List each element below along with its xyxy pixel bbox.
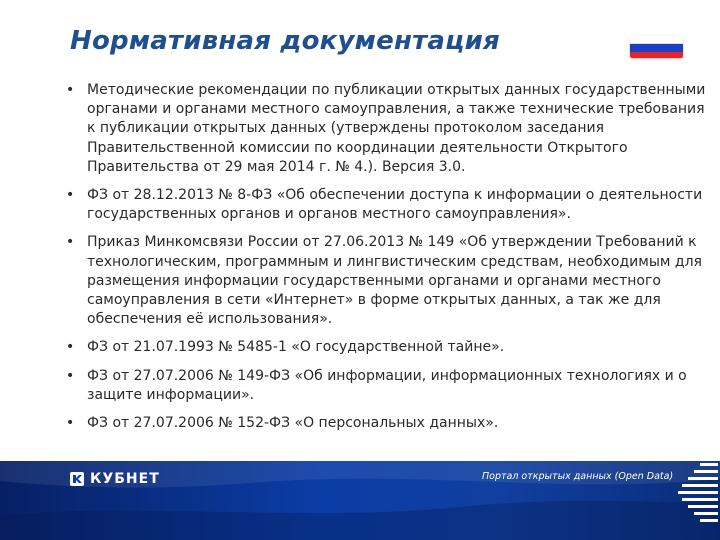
flag-red-stripe xyxy=(630,52,683,58)
bullet-icon: • xyxy=(66,339,75,356)
flag-blue-stripe xyxy=(630,44,683,51)
portal-caption: Портал открытых данных (Open Data) xyxy=(482,471,674,482)
bullet-icon: • xyxy=(66,187,75,204)
footer-bar xyxy=(0,461,720,540)
slide-title: Нормативная документация xyxy=(70,26,500,56)
list-item-text: ФЗ от 21.07.1993 № 5485-1 «О государственной тайне». xyxy=(87,339,505,356)
list-item xyxy=(66,233,706,329)
kubnet-logo xyxy=(70,469,160,489)
bullet-icon: • xyxy=(66,415,75,432)
document-list xyxy=(66,81,706,442)
bullet-icon: • xyxy=(66,234,75,251)
list-item xyxy=(66,414,706,433)
flag-white-stripe xyxy=(630,36,683,44)
list-item xyxy=(66,338,706,357)
list-item xyxy=(66,186,706,224)
kubnet-logo-icon xyxy=(70,472,84,486)
list-item-text: ФЗ от 27.07.2006 № 152-ФЗ «О персональных данных». xyxy=(87,415,499,432)
decorative-stripes-icon xyxy=(672,461,720,540)
list-item-text: Методические рекомендации по публикации открытых данных государственными органами и органами местного самоуправления, а также технические требования к публикации открытых данных (утверждены протоколом заседания Правительственной комиссии по координации деятельности Открытого Правительства от 29 мая 2014 г. № 4.). Версия 3.0. xyxy=(87,82,706,175)
list-item xyxy=(66,367,706,405)
bullet-icon: • xyxy=(66,82,75,98)
bullet-icon: • xyxy=(66,367,75,384)
list-item xyxy=(66,81,706,177)
kubnet-logo-text: КУБНЕТ xyxy=(90,471,160,487)
russian-flag-icon xyxy=(630,36,683,58)
list-item-text: ФЗ от 28.12.2013 № 8-ФЗ «Об обеспечении доступа к информации о деятельности государственных органов и органов местного самоуправления». xyxy=(87,187,703,223)
list-item-text: ФЗ от 27.07.2006 № 149-ФЗ «Об информации, информационных технологиях и о защите информации». xyxy=(87,367,687,403)
list-item-text: Приказ Минкомсвязи России от 27.06.2013 № 149 «Об утверждении Требований к технологическим, программным и лингвистическим средствам, необходимым для размещения информации государственными органами и органами местного самоуправления в сети «Интернет» в форме открытых данных, а так же для обеспечения её использования». xyxy=(87,234,702,328)
